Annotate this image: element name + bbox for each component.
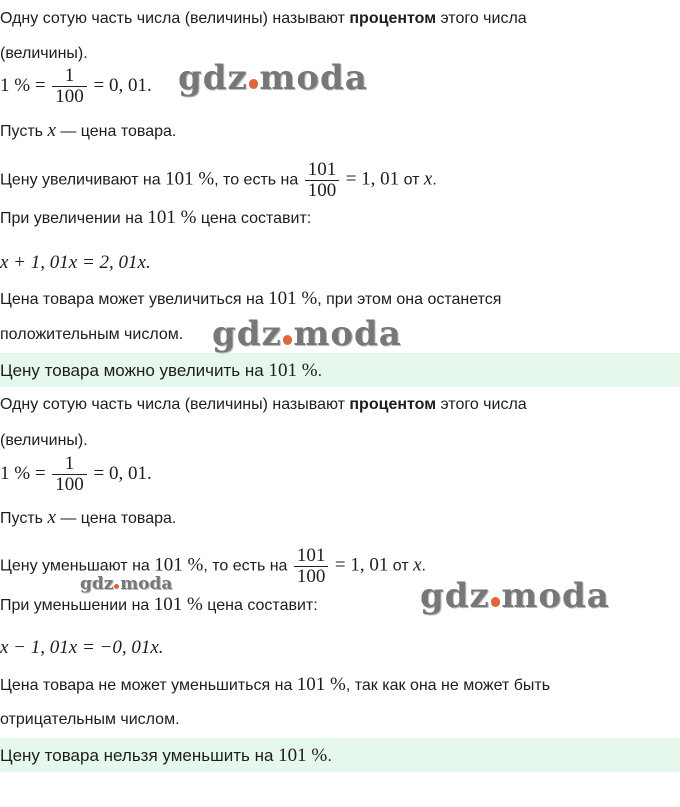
definition-line2-text: (величины). [0,432,88,449]
percent-formula [0,66,152,107]
conclusion-line2 [0,324,183,346]
variable-x: x [47,507,56,528]
watermark-right: moda [501,576,610,616]
variable-x: x [413,554,422,576]
let-text: Пусть [0,123,48,140]
watermark-right: moda [293,314,402,354]
conclusion-text: Цена товара может увеличиться на [0,291,269,308]
percent-value: 101 % [154,554,204,576]
increase-fraction [305,160,340,201]
decrease-fraction [294,546,329,587]
fraction-denominator: 100 [307,180,337,201]
increase-line [0,160,437,201]
definition-line2 [0,430,88,452]
conclusion-text-end: , при этом она останется [317,291,502,308]
when-text: При уменьшении на [0,597,154,614]
watermark [80,574,172,594]
percent-value: 101 % [278,745,328,766]
equation: x + 1, 01x = 2, 01x. [0,252,151,273]
conclusion-text: Цена товара не может уменьшиться на [0,677,297,694]
definition-term: процентом [349,10,437,27]
equation: x − 1, 01x = −0, 01x. [0,637,164,658]
let-line [0,120,176,143]
definition-line1 [0,8,527,30]
decrease-line [0,546,426,587]
fraction-numerator: 101 [294,546,329,567]
watermark-left: gdz [212,314,282,354]
percent-value: 101 % [296,674,346,695]
decrease-end: . [421,557,426,575]
watermark-left: gdz [178,58,248,98]
formula-left: 1 % = [0,74,46,96]
percent-value: 101 % [165,168,215,190]
conclusion-line2-text: отрицательным числом. [0,711,180,728]
watermark-left: gdz [80,574,114,594]
definition-text: Одну сотую часть числа (величины) называют [0,10,350,27]
percent-value: 101 % [268,360,318,381]
watermark-dot-icon [249,79,259,89]
watermark-right: moda [120,574,173,594]
answer-line [0,745,332,767]
fraction-denominator: 100 [55,86,84,107]
increase-end: . [432,171,437,189]
watermark-dot-icon [491,597,501,607]
variable-x: x [47,120,56,141]
decrease-equals: = 1, 01 [334,554,389,576]
let-text-end: — цена товара. [55,510,177,527]
definition-line2-text: (величины). [0,45,88,62]
formula-right: = 0, 01. [93,74,152,96]
watermark-dot-icon [114,584,119,589]
when-line [0,207,311,230]
conclusion-text-end: , так как она не может быть [345,677,551,694]
conclusion-line1 [0,674,550,697]
when-line [0,594,318,617]
when-text-end: цена составит: [196,210,312,227]
watermark [420,576,610,616]
when-text: При увеличении на [0,210,148,227]
increase-equals: = 1, 01 [345,168,400,190]
answer-text: Цену товара можно увеличить на [0,361,269,380]
definition-text-end: этого числа [436,396,527,413]
fraction-numerator: 1 [52,454,87,475]
definition-text-end: этого числа [436,10,527,27]
answer-text: Цену товара нельзя уменьшить на [0,746,279,765]
increase-text: Цену увеличивают на [0,171,166,189]
watermark [178,58,368,98]
percent-value: 101 % [268,288,318,309]
let-text-end: — цена товара. [55,123,177,140]
fraction-denominator: 100 [296,566,326,587]
formula-right: = 0, 01. [93,462,152,484]
formula-fraction [52,454,87,495]
conclusion-line1 [0,288,501,311]
percent-value: 101 % [147,207,197,228]
increase-text-mid: , то есть на [214,171,303,189]
percent-formula [0,454,152,495]
watermark-left: gdz [420,576,490,616]
definition-line2 [0,43,88,65]
when-text-end: цена составит: [202,597,318,614]
fraction-numerator: 1 [52,66,87,87]
definition-text: Одну сотую часть числа (величины) называют [0,396,350,413]
watermark-right: moda [259,58,368,98]
percent-value: 101 % [153,594,203,615]
decrease-text: Цену уменьшают на [0,557,155,575]
let-line [0,507,176,530]
increase-of: от [399,171,424,189]
answer-line [0,360,322,382]
fraction-denominator: 100 [55,474,84,495]
decrease-of: от [388,557,414,575]
watermark [212,314,402,354]
conclusion-line2-text: положительным числом. [0,326,184,343]
variable-x: x [423,168,433,190]
formula-fraction [52,66,87,107]
definition-term: процентом [349,396,437,413]
answer-end: . [317,361,323,380]
watermark-dot-icon [283,335,293,345]
decrease-text-mid: , то есть на [203,557,292,575]
fraction-numerator: 101 [305,160,340,181]
answer-end: . [327,746,332,765]
formula-left: 1 % = [0,462,46,484]
let-text: Пусть [0,510,48,527]
conclusion-line2 [0,709,180,731]
equation-line [0,252,151,274]
definition-line1 [0,394,527,416]
equation-line [0,637,164,659]
